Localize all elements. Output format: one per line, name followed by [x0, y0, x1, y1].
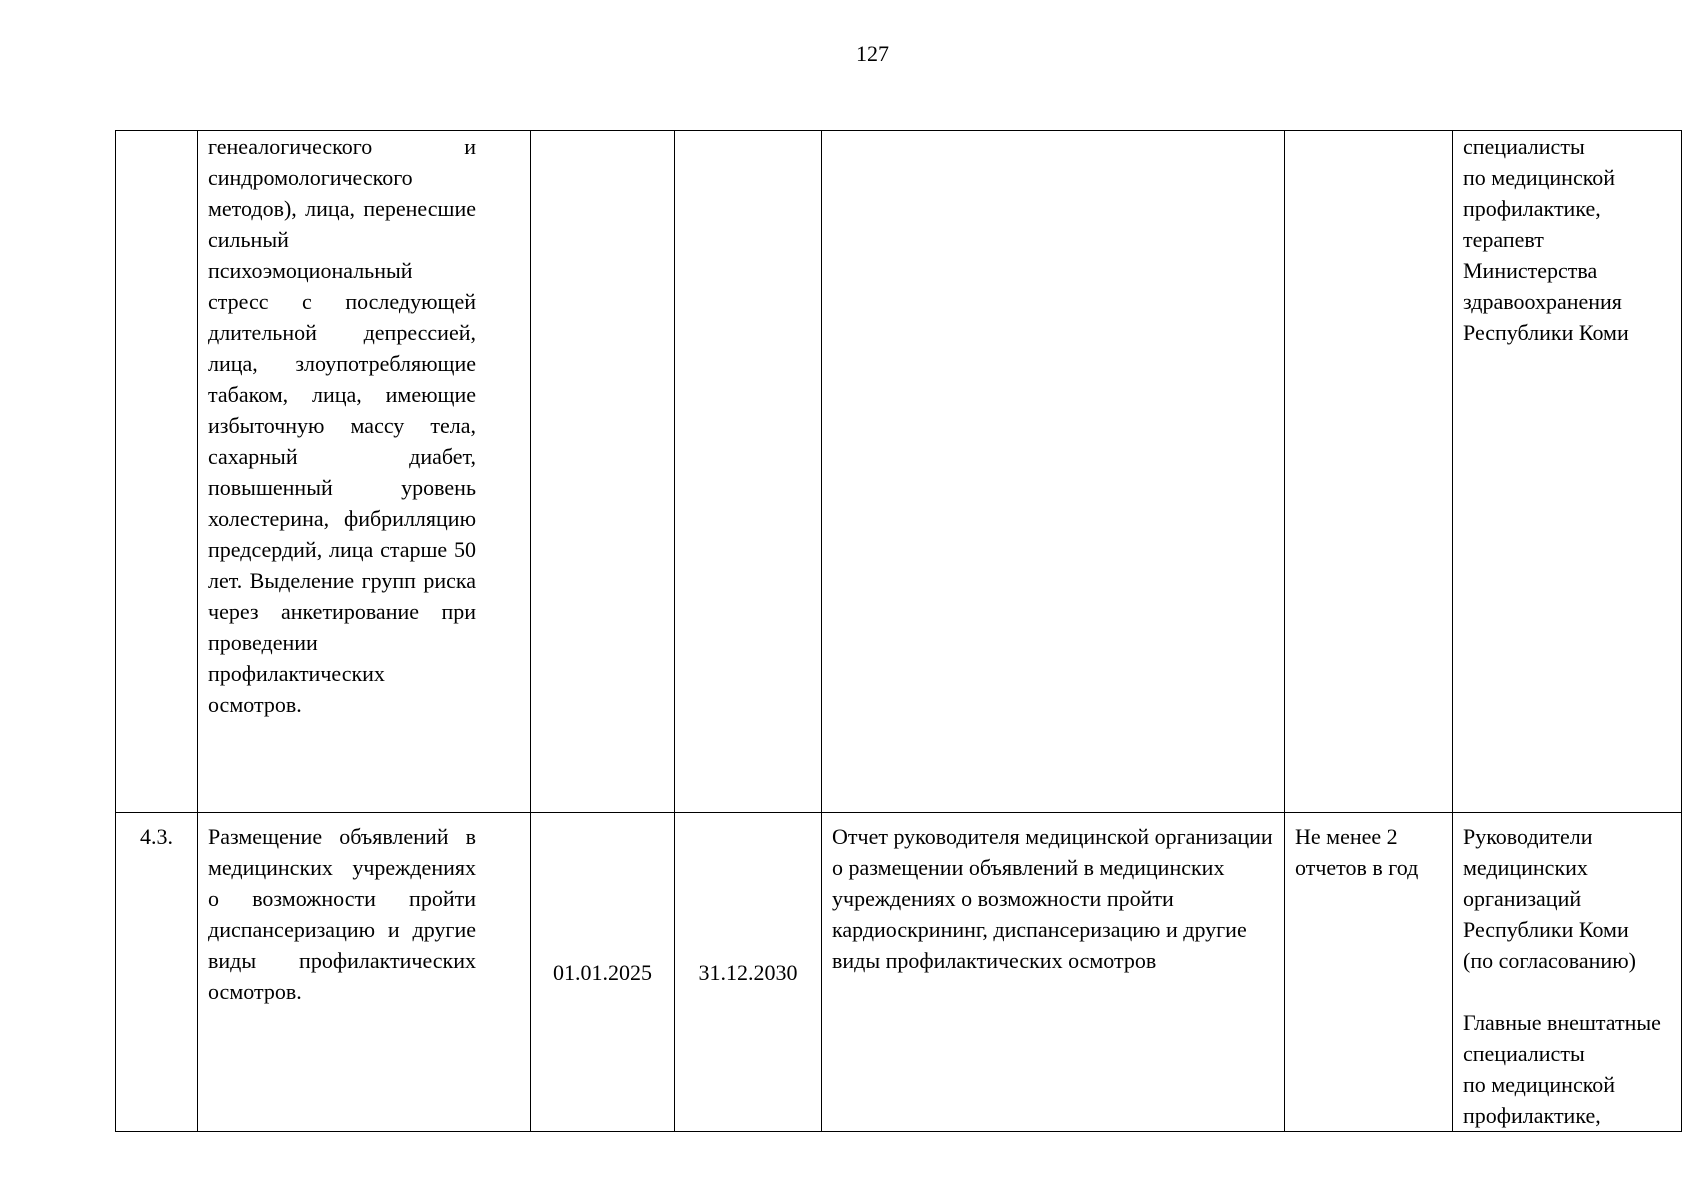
- table-row: [116, 131, 1682, 813]
- row-number-cell: 4.3.: [116, 813, 198, 1132]
- period-text: Не менее 2 отчетов в год: [1295, 824, 1419, 880]
- description-text: генеалогического и синдромологического методов), лица, перенесшие сильный психоэмоциональный стресс с последующей длительной депрессией, лица, злоупотребляющие табаком, лица, имеющие избыточную массу тела, сахарный диабет, повышенный уровень холестерина, фибрилляцию предсердий, лица старше 50 лет. Выделение групп риска через анкетирование при проведении профилактических осмотров.: [208, 134, 476, 717]
- page-number: 127: [856, 41, 889, 66]
- end-date-cell: 31.12.2030: [675, 813, 822, 1132]
- result-text: Отчет руководителя медицинской организации о размещении объявлений в медицинских учреждениях о возможности пройти кардиоскрининг, диспансеризацию и другие виды профилактических осмотров: [832, 824, 1273, 973]
- plan-table: [115, 130, 1682, 1132]
- description-text: Размещение объявлений в медицинских учреждениях о возможности пройти диспансеризацию и другие виды профилактических осмотров.: [208, 824, 476, 1004]
- period-cell: [1285, 813, 1453, 1132]
- responsible-text: специалисты по медицинской профилактике, терапевт Министерства здравоохранения Республики Коми: [1463, 134, 1629, 345]
- period-cell: [1285, 131, 1453, 813]
- end-date-cell: [675, 131, 822, 813]
- responsible-cell: [1453, 131, 1682, 813]
- start-date-cell: 01.01.2025: [531, 813, 675, 1132]
- responsible-text: Руководители медицинских организаций Республики Коми (по согласованию) Главные внештатные специалисты по медицинской профилактике,: [1463, 824, 1661, 1128]
- description-cell: [198, 813, 531, 1132]
- table-row: [116, 813, 1682, 1132]
- description-cell: [198, 131, 531, 813]
- result-cell: [822, 813, 1285, 1132]
- start-date-cell: [531, 131, 675, 813]
- result-cell: [822, 131, 1285, 813]
- responsible-cell: [1453, 813, 1682, 1132]
- row-number-cell: [116, 131, 198, 813]
